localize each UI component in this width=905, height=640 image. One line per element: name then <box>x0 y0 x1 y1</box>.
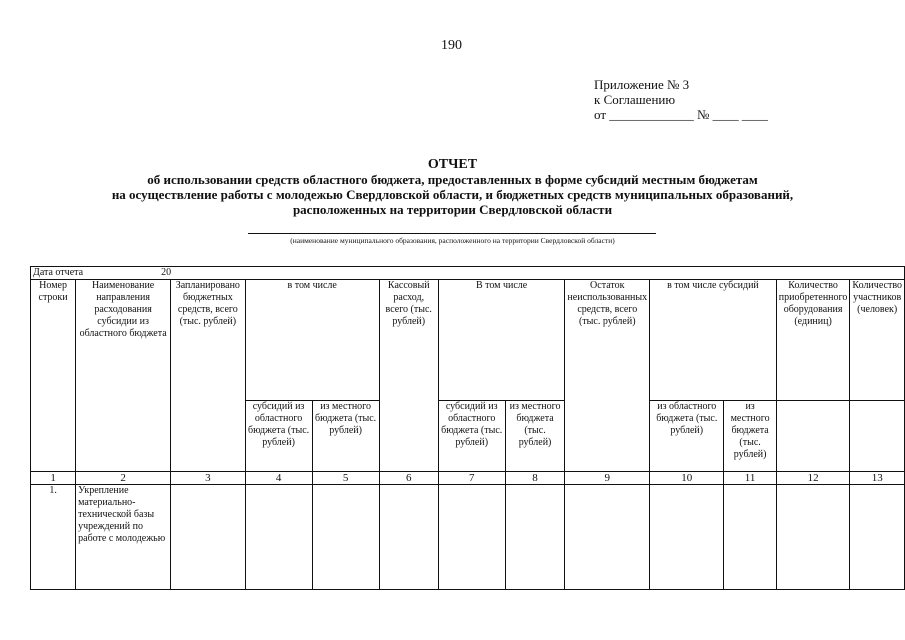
row-cell-participants <box>850 485 905 590</box>
header-equipment-count: Количество приобретенного оборудования (единиц) <box>776 280 850 401</box>
header-direction-name: Наименование направления расходования субсидии из областного бюджета <box>76 280 171 472</box>
column-number: 1 <box>31 472 76 485</box>
row-cell-expense-local <box>505 485 565 590</box>
appendix-block <box>594 77 768 122</box>
column-number: 11 <box>724 472 776 485</box>
header-group-subsidy-breakdown: в том числе субсидий <box>650 280 777 401</box>
header-equipment-blank <box>776 401 850 472</box>
row-direction-name: Укрепление материально-технической базы учреждений по работе с молодежью <box>76 485 171 590</box>
column-number: 13 <box>850 472 905 485</box>
header-participants-count: Количество участников (человек) <box>850 280 905 401</box>
report-date-year: 20 <box>161 267 172 278</box>
appendix-line-1: Приложение № 3 <box>594 77 690 92</box>
column-number: 3 <box>171 472 246 485</box>
column-number: 4 <box>245 472 312 485</box>
row-cell-remaining-total <box>565 485 650 590</box>
header-remaining-regional: из областного бюджета (тыс. рублей) <box>650 401 724 472</box>
header-group-planned-breakdown: в том числе <box>245 280 379 401</box>
row-cell-cash-expense <box>379 485 438 590</box>
title-line-2: на осуществление работы с молодежью Свердловской области, и бюджетных средств муниципальных образований, <box>111 187 794 202</box>
header-planned-local: из местного бюджета (тыс. рублей) <box>312 401 379 472</box>
page-number: 190 <box>441 38 462 53</box>
column-number: 8 <box>505 472 565 485</box>
header-expense-regional: субсидий из областного бюджета (тыс. рублей) <box>438 401 505 472</box>
header-planned-regional: субсидий из областного бюджета (тыс. рублей) <box>245 401 312 472</box>
header-participants-blank <box>850 401 905 472</box>
header-planned-total: Запланировано бюджетных средств, всего (тыс. рублей) <box>171 280 246 472</box>
org-name-caption: (наименование муниципального образования, расположенного на территории Свердловской области) <box>290 236 615 245</box>
column-number: 9 <box>565 472 650 485</box>
column-number: 10 <box>650 472 724 485</box>
report-date-cell <box>31 267 905 280</box>
header-row-1 <box>31 280 905 401</box>
header-remaining-local: из местного бюджета (тыс. рублей) <box>724 401 776 472</box>
header-group-expense-breakdown: В том числе <box>438 280 565 401</box>
header-remaining-total: Остаток неиспользованных средств, всего (тыс. рублей) <box>565 280 650 472</box>
header-cash-expense: Кассовый расход, всего (тыс. рублей) <box>379 280 438 472</box>
row-cell-remaining-regional <box>650 485 724 590</box>
header-row-number: Номер строки <box>31 280 76 472</box>
title-line-3: расположенных на территории Свердловской области <box>292 202 613 217</box>
row-cell-planned-regional <box>245 485 312 590</box>
column-number: 6 <box>379 472 438 485</box>
report-table <box>30 266 905 590</box>
row-cell-remaining-local <box>724 485 776 590</box>
report-date-label: Дата отчета <box>33 267 84 278</box>
row-cell-planned-local <box>312 485 379 590</box>
title-line-1: об использовании средств областного бюджета, предоставленных в форме субсидий местным бюджетам <box>147 172 758 187</box>
row-cell-planned-total <box>171 485 246 590</box>
column-number-row <box>31 472 905 485</box>
appendix-line-2: к Соглашению <box>594 92 676 107</box>
column-number: 7 <box>438 472 505 485</box>
report-title <box>0 157 905 217</box>
column-number: 5 <box>312 472 379 485</box>
column-number: 2 <box>76 472 171 485</box>
org-name-underline <box>248 233 656 234</box>
date-row <box>31 267 905 280</box>
column-number: 12 <box>776 472 850 485</box>
table-row <box>31 485 905 590</box>
row-cell-expense-regional <box>438 485 505 590</box>
row-cell-equipment <box>776 485 850 590</box>
title-heading: ОТЧЕТ <box>427 157 478 172</box>
header-expense-local: из местного бюджета (тыс. рублей) <box>505 401 565 472</box>
row-number: 1. <box>31 485 76 590</box>
appendix-line-3: от _____________ № ____ ____ <box>594 107 768 122</box>
